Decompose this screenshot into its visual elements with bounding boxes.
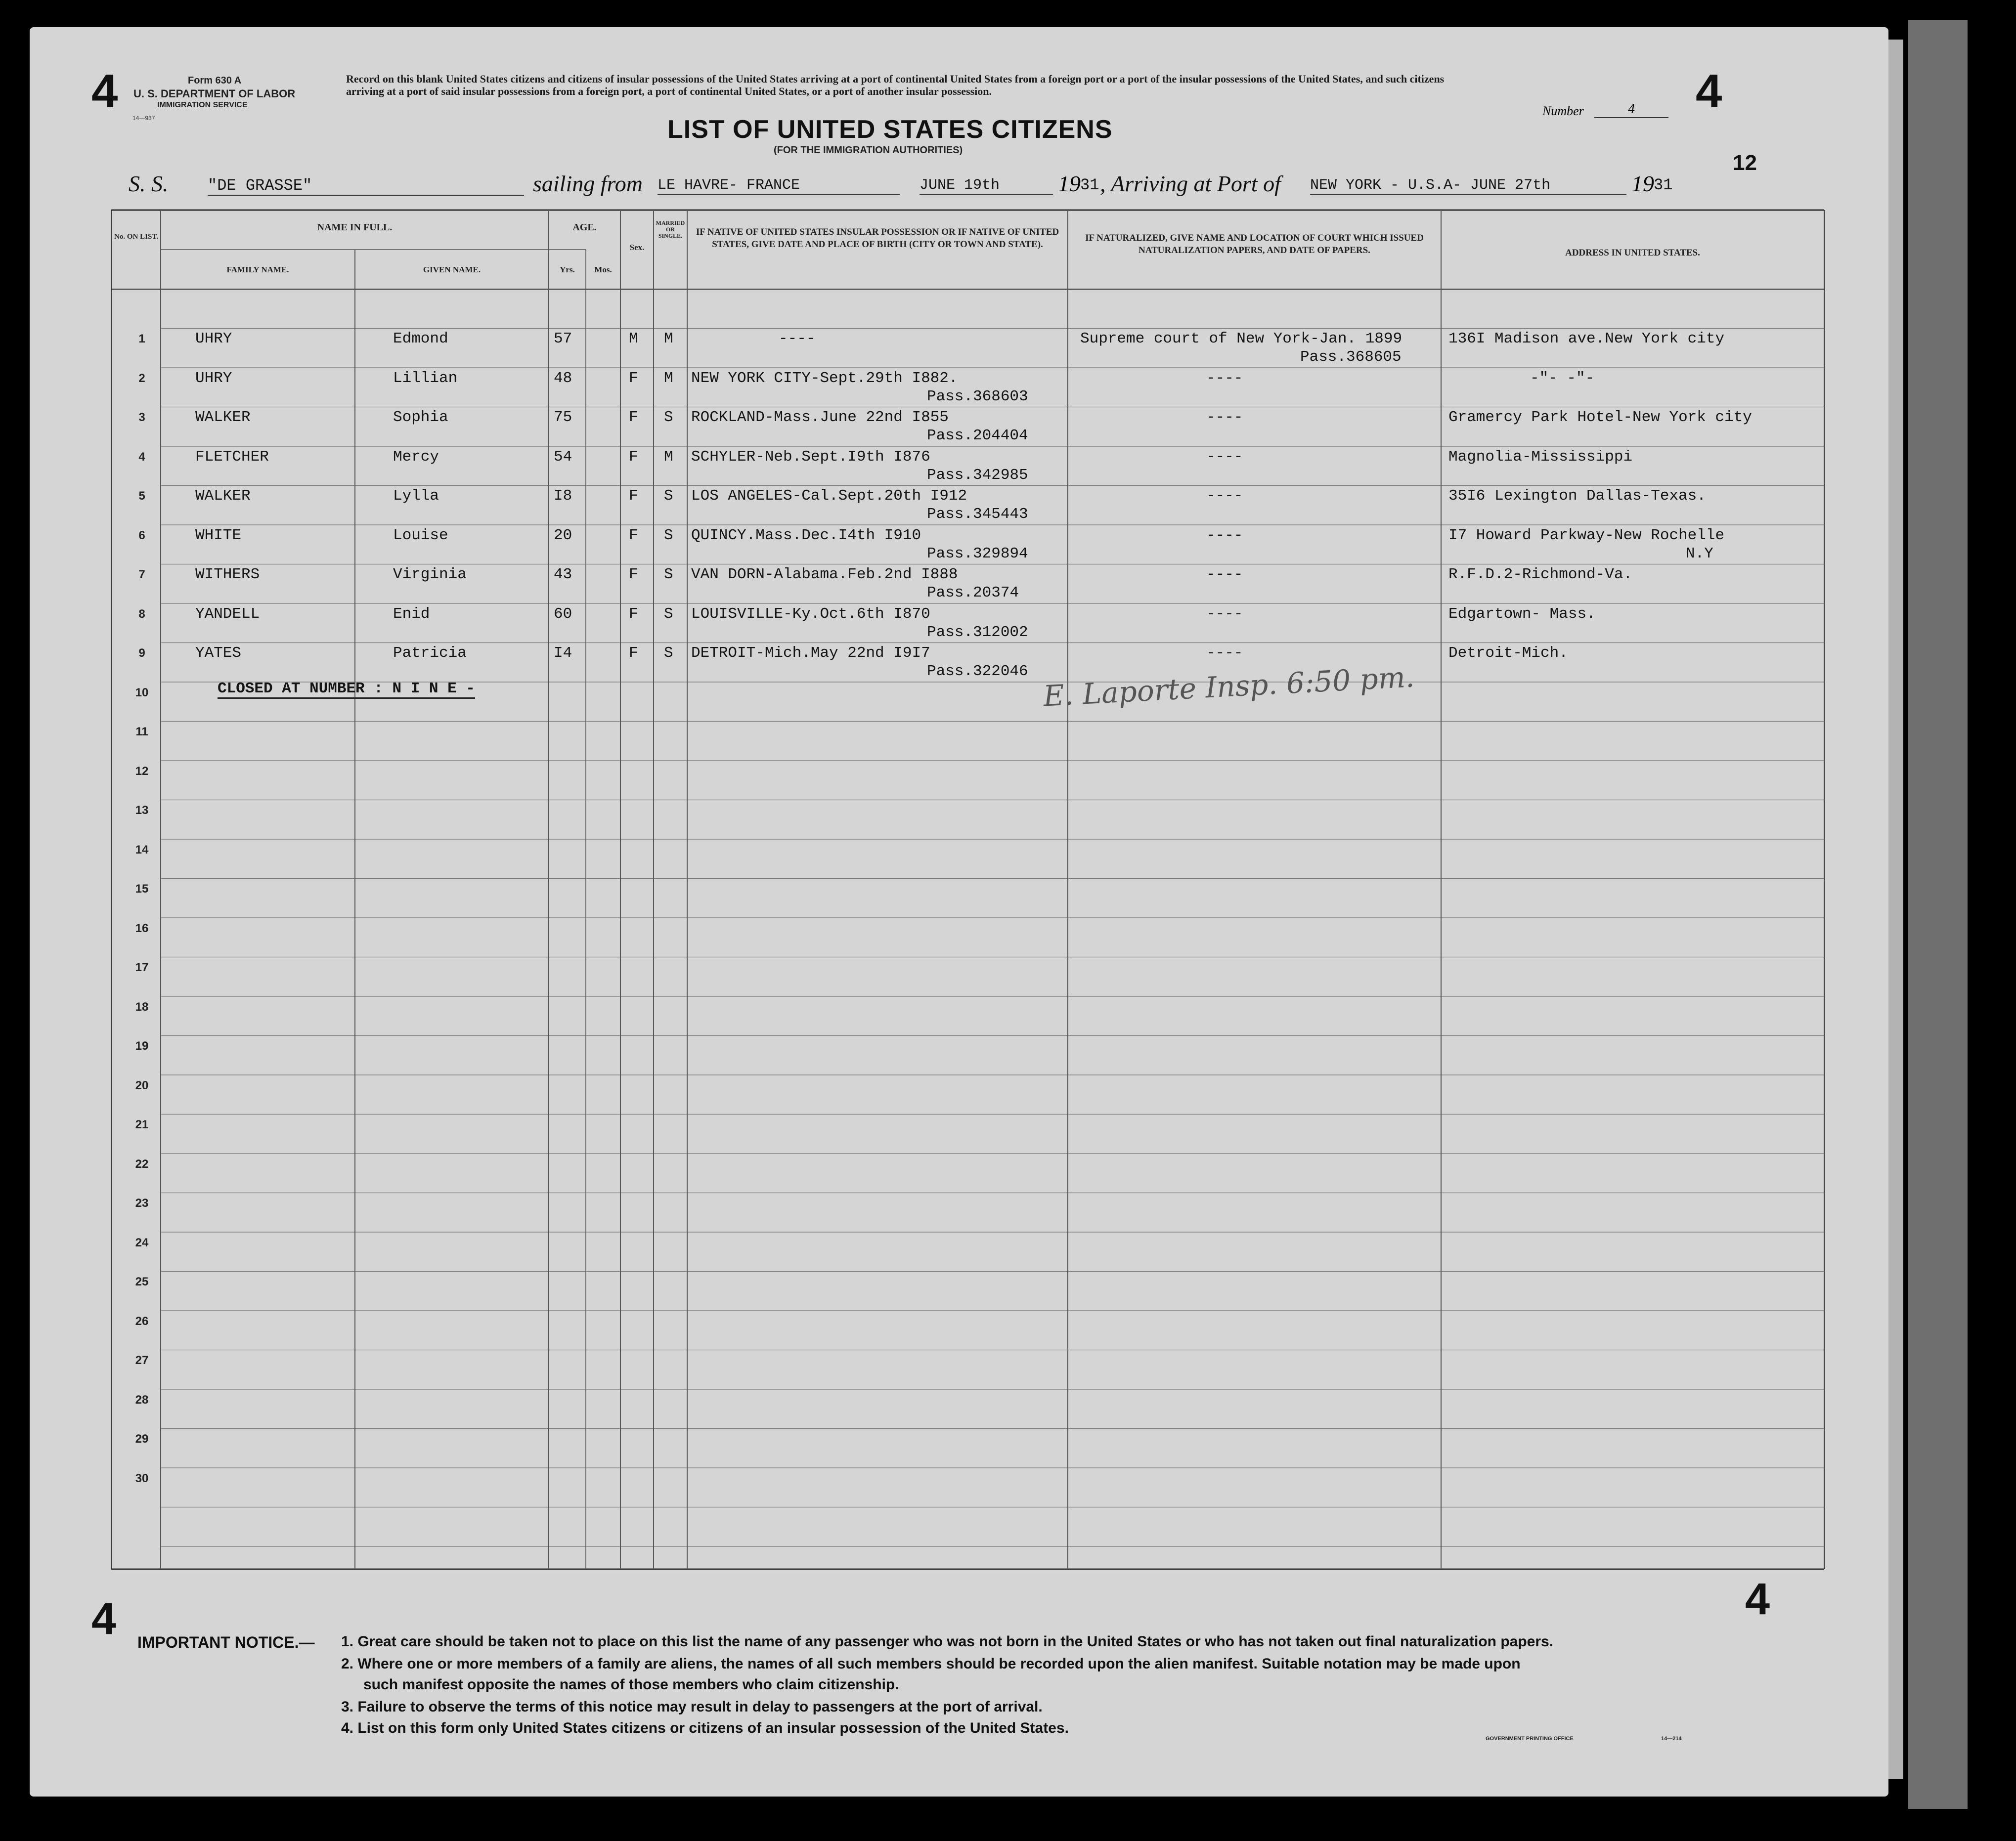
row-number: 6 <box>138 528 145 542</box>
age-years: 20 <box>554 526 572 544</box>
row-number: 5 <box>138 489 145 503</box>
birth-place-date: NEW YORK CITY-Sept.29th I882. <box>691 369 958 387</box>
passport-number: Pass.322046 <box>927 663 1028 680</box>
header-address: ADDRESS IN UNITED STATES. <box>1565 248 1700 258</box>
sex: M <box>629 330 638 347</box>
naturalization-passport: Pass.368605 <box>1300 348 1402 366</box>
passport-number: Pass.345443 <box>927 506 1028 523</box>
us-address: I7 Howard Parkway-New Rochelle <box>1448 526 1725 544</box>
naturalization-info: ---- <box>1206 409 1243 426</box>
row-number: 29 <box>135 1432 149 1446</box>
row-number: 2 <box>138 371 145 385</box>
given-name: Enid <box>393 605 430 623</box>
corner-number-bottom-left: 4 <box>91 1594 117 1644</box>
given-name: Lillian <box>393 369 458 387</box>
inspector-signature: E. Laporte Insp. 6:50 pm. <box>1042 660 1415 713</box>
row-number: 22 <box>135 1157 149 1171</box>
row-number: 17 <box>135 961 149 974</box>
number-label: Number <box>1542 104 1584 118</box>
family-name: FLETCHER <box>195 448 269 466</box>
arrival-year: 31 <box>1654 176 1673 194</box>
birth-place-date: LOUISVILLE-Ky.Oct.6th I870 <box>691 605 930 623</box>
sailing-label: sailing from <box>533 171 643 196</box>
arriving-label: , Arriving at Port of <box>1100 171 1281 196</box>
sex: F <box>629 526 638 544</box>
birth-place-date: QUINCY.Mass.Dec.I4th I910 <box>691 526 921 544</box>
year-prefix: 19 <box>1058 171 1081 196</box>
birth-place-date: ROCKLAND-Mass.June 22nd I855 <box>691 409 949 426</box>
header-family-name: FAMILY NAME. <box>226 265 289 274</box>
sail-date: JUNE 19th <box>920 177 1053 195</box>
marital-status: S <box>664 566 673 583</box>
header-yrs: Yrs. <box>560 265 575 274</box>
header-no-on-list: No. ON LIST. <box>114 233 158 241</box>
passport-number: Pass.204404 <box>927 427 1028 444</box>
us-address: 136I Madison ave.New York city <box>1448 330 1725 347</box>
notice-item-1: 1. Great care should be taken not to place on this list the name of any passenger who was not born in the United States or who has not taken out final naturalization papers. <box>341 1633 1554 1650</box>
print-code: 14—937 <box>132 115 155 122</box>
us-address: Detroit-Mich. <box>1448 644 1568 662</box>
header-birth-place: IF NATIVE OF UNITED STATES INSULAR POSSESSION OR IF NATIVE OF UNITED STATES, GIVE DATE AND PLACE OF BIRTH (CITY OR TOWN AND STATE). <box>696 227 1059 250</box>
us-address: Magnolia-Mississippi <box>1448 448 1633 466</box>
sex: F <box>629 369 638 387</box>
row-number: 14 <box>135 843 149 856</box>
row-number: 15 <box>135 882 149 896</box>
family-name: YANDELL <box>195 605 260 623</box>
row-number: 1 <box>138 332 145 345</box>
row-number: 11 <box>135 725 148 738</box>
header-married-single: MARRIED OR SINGLE. <box>656 219 685 240</box>
corner-number-bottom-right: 4 <box>1745 1575 1770 1624</box>
birth-place-date: VAN DORN-Alabama.Feb.2nd I888 <box>691 566 958 583</box>
us-address-continued: N.Y <box>1686 545 1713 562</box>
birth-place-date: LOS ANGELES-Cal.Sept.20th I912 <box>691 487 967 505</box>
passport-number: Pass.342985 <box>927 466 1028 484</box>
us-address: -"- -"- <box>1530 369 1595 387</box>
given-name: Louise <box>393 526 448 544</box>
sex: F <box>629 487 638 505</box>
header-name-in-full: NAME IN FULL. <box>317 222 393 233</box>
age-years: 54 <box>554 448 572 466</box>
age-years: 75 <box>554 409 572 426</box>
arrival-year-prefix: 19 <box>1631 171 1654 196</box>
footer-code: 14—214 <box>1661 1736 1682 1742</box>
form-subtitle: (FOR THE IMMIGRATION AUTHORITIES) <box>774 145 963 156</box>
ship-name: "DE GRASSE" <box>208 176 524 196</box>
sex: F <box>629 605 638 623</box>
naturalization-info: ---- <box>1206 369 1243 387</box>
row-number: 10 <box>135 685 149 699</box>
header-age: AGE. <box>572 222 597 233</box>
given-name: Virginia <box>393 566 467 583</box>
header-naturalization: IF NATURALIZED, GIVE NAME AND LOCATION OF COURT WHICH ISSUED NATURALIZATION PAPERS, AND DATE OF PAPERS. <box>1085 233 1424 256</box>
row-number: 12 <box>135 764 149 778</box>
age-years: 57 <box>554 330 572 347</box>
us-address: 35I6 Lexington Dallas-Texas. <box>1448 487 1706 505</box>
family-name: YATES <box>195 644 242 662</box>
row-number: 30 <box>135 1471 149 1485</box>
family-name: WITHERS <box>195 566 260 583</box>
family-name: WALKER <box>195 487 251 505</box>
row-number: 25 <box>135 1275 149 1288</box>
row-number: 28 <box>135 1393 149 1407</box>
family-name: WHITE <box>195 526 242 544</box>
row-number: 16 <box>135 921 149 935</box>
row-number: 23 <box>135 1197 149 1210</box>
us-address: R.F.D.2-Richmond-Va. <box>1448 566 1633 583</box>
row-number: 13 <box>135 804 149 817</box>
age-years: 60 <box>554 605 572 623</box>
naturalization-info: ---- <box>1206 526 1243 544</box>
sail-year: 31 <box>1080 176 1099 194</box>
marital-status: S <box>664 605 673 623</box>
sex: F <box>629 566 638 583</box>
marital-status: S <box>664 487 673 505</box>
closed-at-number-note: CLOSED AT NUMBER : N I N E - <box>218 680 475 699</box>
header-mos: Mos. <box>594 265 612 274</box>
row-number: 3 <box>138 411 145 424</box>
row-number: 18 <box>135 1000 149 1014</box>
marital-status: S <box>664 526 673 544</box>
notice-item-2: 2. Where one or more members of a family are aliens, the names of all such members should be recorded upon the alien manifest. Suitable notation may be made upon <box>341 1656 1521 1672</box>
sex: F <box>629 409 638 426</box>
header-given-name: GIVEN NAME. <box>423 265 481 274</box>
row-number: 26 <box>135 1314 149 1328</box>
passport-number: Pass.368603 <box>927 387 1028 405</box>
naturalization-info: ---- <box>1206 605 1243 623</box>
passport-number: Pass.329894 <box>927 545 1028 562</box>
age-years: I8 <box>554 487 572 505</box>
birth-place-date: DETROIT-Mich.May 22nd I9I7 <box>691 644 930 662</box>
marital-status: S <box>664 644 673 662</box>
birth-place-date: SCHYLER-Neb.Sept.I9th I876 <box>691 448 930 466</box>
notice-item-4: 4. List on this form only United States citizens or citizens of an insular possession of the United States. <box>341 1720 1069 1736</box>
naturalization-info: ---- <box>1206 644 1243 662</box>
corner-number-top-left: 4 <box>91 65 118 118</box>
number-value: 4 <box>1594 101 1668 118</box>
age-years: 43 <box>554 566 572 583</box>
service: IMMIGRATION SERVICE <box>157 101 248 109</box>
form-number: Form 630 A <box>188 75 242 86</box>
family-name: UHRY <box>195 369 232 387</box>
department: U. S. DEPARTMENT OF LABOR <box>133 87 296 100</box>
row-number: 24 <box>135 1236 149 1249</box>
given-name: Sophia <box>393 409 448 426</box>
marital-status: M <box>664 369 673 387</box>
notice-item-3: 3. Failure to observe the terms of this notice may result in delay to passengers at the port of arrival. <box>341 1699 1043 1715</box>
marital-status: S <box>664 409 673 426</box>
marital-status: M <box>664 448 673 466</box>
form-title: LIST OF UNITED STATES CITIZENS <box>667 115 1113 144</box>
us-address: Edgartown- Mass. <box>1448 605 1596 623</box>
given-name: Mercy <box>393 448 439 466</box>
row-number: 8 <box>138 607 145 621</box>
notice-heading: IMPORTANT NOTICE.— <box>137 1633 315 1651</box>
sex: F <box>629 448 638 466</box>
naturalization-info: ---- <box>1206 566 1243 583</box>
page-number: 12 <box>1733 151 1757 175</box>
printer-imprint: GOVERNMENT PRINTING OFFICE <box>1486 1736 1574 1742</box>
from-port: LE HAVRE- FRANCE <box>657 177 900 195</box>
notice-item-2-continued: such manifest opposite the names of those members who claim citizenship. <box>363 1676 899 1693</box>
passport-number: Pass.20374 <box>927 584 1019 601</box>
passport-number: Pass.312002 <box>927 623 1028 641</box>
given-name: Patricia <box>393 644 467 662</box>
row-number: 20 <box>135 1078 149 1092</box>
header-sex: Sex. <box>629 243 645 252</box>
us-address: Gramercy Park Hotel-New York city <box>1448 409 1752 426</box>
given-name: Lylla <box>393 487 439 505</box>
row-number: 4 <box>138 450 145 464</box>
row-number: 9 <box>138 646 145 660</box>
sex: F <box>629 644 638 662</box>
naturalization-info: ---- <box>1206 487 1243 505</box>
row-number: 27 <box>135 1354 149 1367</box>
row-number: 21 <box>135 1118 149 1131</box>
corner-number-top-right: 4 <box>1696 65 1722 118</box>
row-number: 7 <box>138 568 145 581</box>
ss-label: S. S. <box>129 171 169 196</box>
birth-place-date: ---- <box>779 330 816 347</box>
naturalization-info: Supreme court of New York-Jan. 1899 <box>1080 330 1402 347</box>
form-instructions: Record on this blank United States citizens and citizens of insular possessions of the United States arriving at a port of continental United States from a foreign port or a port of the insular possessions of the United States, and such citizens arriving at a port of said insular possessions from a foreign port, a port of continental United States, or a port of another insular possession. <box>346 73 1445 97</box>
naturalization-info: ---- <box>1206 448 1243 466</box>
family-name: WALKER <box>195 409 251 426</box>
age-years: I4 <box>554 644 572 662</box>
family-name: UHRY <box>195 330 232 347</box>
arrival-port-date: NEW YORK - U.S.A- JUNE 27th <box>1310 177 1626 195</box>
given-name: Edmond <box>393 330 448 347</box>
age-years: 48 <box>554 369 572 387</box>
row-number: 19 <box>135 1039 149 1053</box>
marital-status: M <box>664 330 673 347</box>
